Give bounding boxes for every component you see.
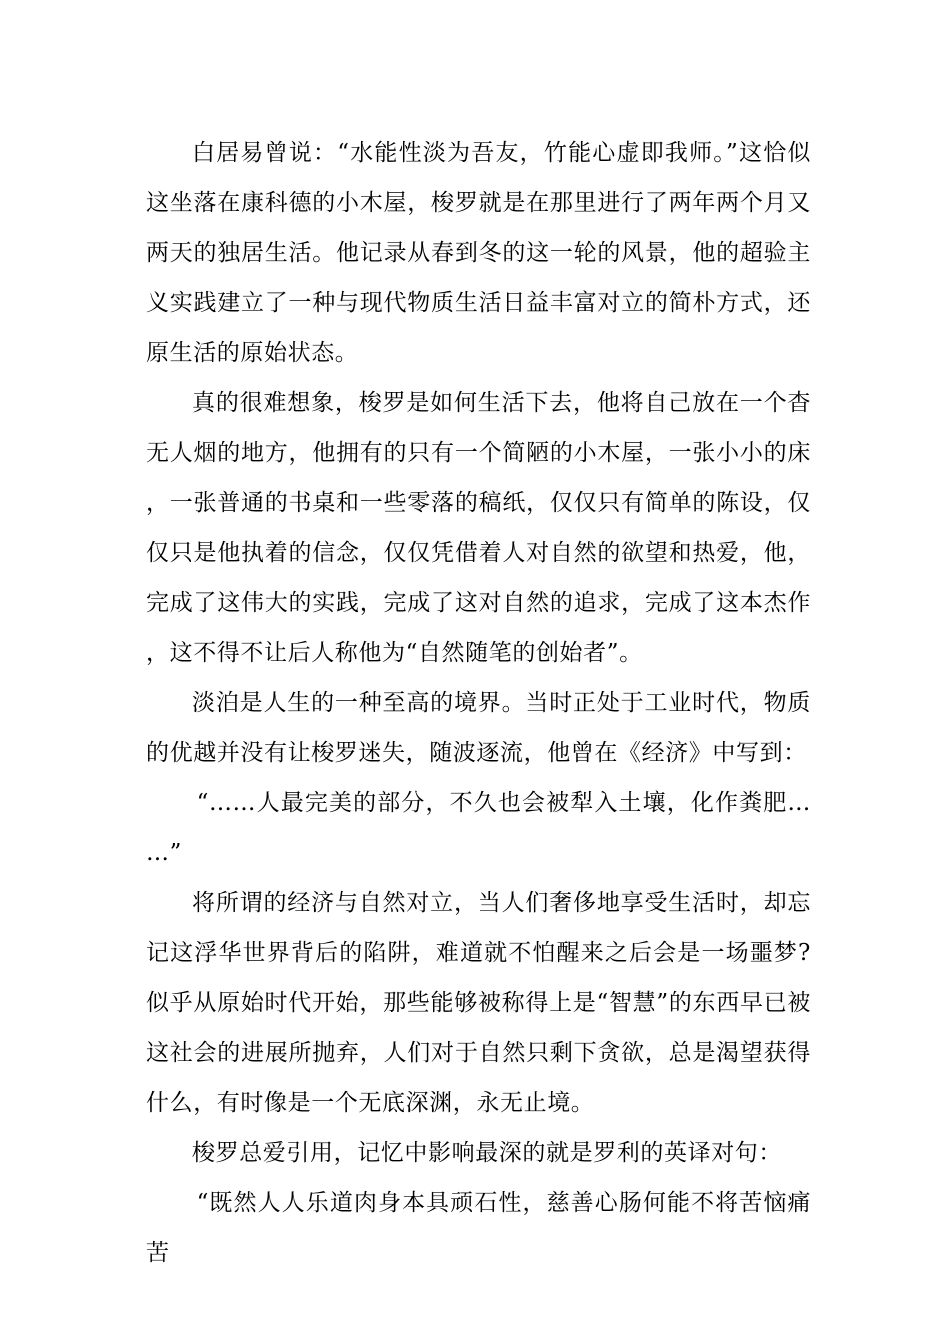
quotation-raleigh-couplet: “既然人人乐道肉身本具顽石性，慈善心肠何能不将苦恼痛苦 [146,1190,811,1266]
paragraph-thoreau-life: 真的很难想象，梭罗是如何生活下去，他将自己放在一个杳无人烟的地方，他拥有的只有一个简陋的小木屋，一张小小的床，一张普通的书桌和一些零落的稿纸，仅仅只有简单的陈设，仅仅只是他执着的信念，仅仅凭借着人对自然的欲望和热爱，他，完成了这伟大的实践，完成了这对自然的追求，完成了这本杰作，这不得不让后人称他为“自然随笔的创始者”。 [146,390,811,666]
paragraph-economy-vs-nature: 将所谓的经济与自然对立，当人们奢侈地享受生活时，却忘记这浮华世界背后的陷阱，难道就不怕醒来之后会是一场噩梦?似乎从原始时代开始，那些能够被称得上是“智慧”的东西早已被这社会的进展所抛弃，人们对于自然只剩下贪欲，总是渴望获得什么，有时像是一个无底深渊，永无止境。 [146,890,811,1116]
quotation-economy: “……人最完美的部分，不久也会被犁入土壤，化作粪肥……” [146,790,811,866]
paragraph-indifference: 淡泊是人生的一种至高的境界。当时正处于工业时代，物质的优越并没有让梭罗迷失，随波逐流，他曾在《经济》中写到： [146,690,811,766]
document-body [146,128,811,1278]
paragraph-raleigh-couplet-intro: 梭罗总爱引用，记忆中影响最深的就是罗利的英译对句： [192,1140,782,1166]
paragraph-bai-juyi-quote: 白居易曾说：“水能性淡为吾友，竹能心虚即我师。”这恰似这坐落在康科德的小木屋，梭罗就是在那里进行了两年两个月又两天的独居生活。他记录从春到冬的这一轮的风景，他的超验主义实践建立了一种与现代物质生活日益丰富对立的简朴方式，还原生活的原始状态。 [146,140,811,366]
